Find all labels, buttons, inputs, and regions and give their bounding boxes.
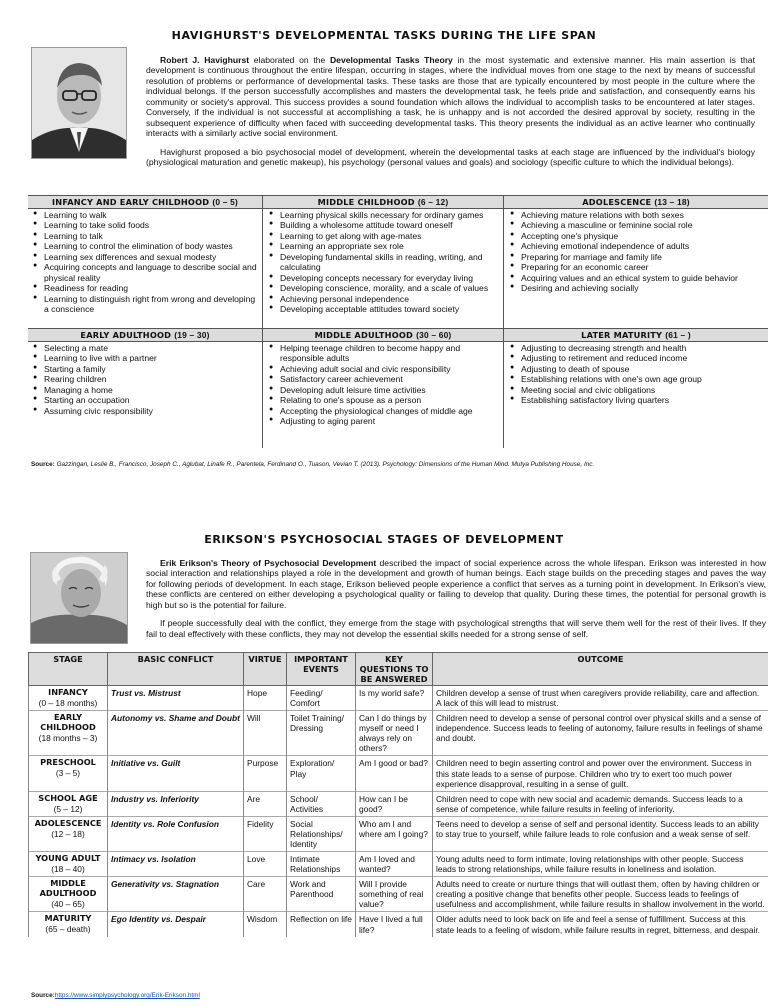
havighurst-portrait bbox=[31, 47, 127, 159]
basic-conflict: Ego Identity vs. Despair bbox=[108, 912, 244, 937]
virtue: Love bbox=[244, 852, 287, 877]
important-events: Exploration/ Play bbox=[287, 756, 356, 791]
table-row bbox=[29, 711, 768, 756]
table-row bbox=[29, 912, 768, 937]
task-item: ● Desiring and achieving socially bbox=[509, 283, 759, 293]
stage-header-later-maturity: LATER MATURITY (61 – ) bbox=[504, 329, 768, 342]
key-question: Am I good or bad? bbox=[356, 756, 433, 791]
table-row bbox=[29, 877, 768, 912]
task-item: ● Learning sex differences and sexual modesty bbox=[32, 252, 258, 262]
outcome: Older adults need to look back on life and feel a sense of fulfillment. Success at this state leads to a feeling of wisdom, while failure results in regret, bitterness, and despair. bbox=[433, 912, 768, 937]
basic-conflict: Autonomy vs. Shame and Doubt bbox=[108, 711, 244, 756]
stage-age: (3 – 5) bbox=[55, 768, 81, 779]
basic-conflict: Identity vs. Role Confusion bbox=[108, 816, 244, 851]
important-events: Toilet Training/ Dressing bbox=[287, 711, 356, 756]
task-item: ● Learning to take solid foods bbox=[32, 220, 258, 230]
virtue: Fidelity bbox=[244, 816, 287, 851]
task-item: ● Achieving a masculine or feminine social role bbox=[509, 220, 759, 230]
table-row bbox=[29, 852, 768, 877]
table-row bbox=[29, 686, 768, 711]
stage-name: EARLY CHILDHOOD bbox=[40, 712, 96, 732]
task-item: ● Acquiring values and an ethical system to guide behavior bbox=[509, 273, 759, 283]
task-item: ● Assuming civic responsibility bbox=[32, 406, 258, 416]
important-events: Intimate Relationships bbox=[287, 852, 356, 877]
task-item: ● Learning to walk bbox=[32, 210, 258, 220]
stage-cell bbox=[29, 791, 108, 816]
important-events: School/ Activities bbox=[287, 791, 356, 816]
task-item: ● Developing fundamental skills in reading, writing, and calculating bbox=[268, 252, 500, 273]
task-item: ● Achieving mature relations with both sexes bbox=[509, 210, 759, 220]
task-item: ● Adjusting to aging parent bbox=[268, 416, 500, 426]
stage-header-infancy: INFANCY AND EARLY CHILDHOOD (0 – 5) bbox=[28, 196, 262, 209]
basic-conflict: Generativity vs. Stagnation bbox=[108, 877, 244, 912]
task-item: ● Meeting social and civic obligations bbox=[509, 385, 759, 395]
task-item: ● Relating to one's spouse as a person bbox=[268, 395, 500, 405]
task-item: ● Adjusting to death of spouse bbox=[509, 364, 759, 374]
virtue: Hope bbox=[244, 686, 287, 711]
theory-name: Developmental Tasks Theory bbox=[329, 55, 453, 65]
stage-name: SCHOOL AGE bbox=[38, 792, 98, 803]
outcome: Children need to develop a sense of personal control over physical skills and a sense of independence. Success leads to feeling of autonomy, failure results in feelings of shame and doubt. bbox=[433, 711, 768, 756]
grid-divider bbox=[262, 196, 263, 448]
tasks-adolescence bbox=[509, 210, 759, 294]
grid-divider bbox=[503, 196, 504, 448]
erikson-intro bbox=[146, 558, 766, 647]
key-question: Can I do things by myself or need I always rely on others? bbox=[356, 711, 433, 756]
stage-name: MIDDLE ADULTHOOD bbox=[39, 878, 97, 899]
task-item: ● Developing concepts necessary for everyday living bbox=[268, 273, 500, 283]
erikson-intro-text: described the impact of social experience across the whole lifespan. Erikson was interested in how social interaction and relationships played a role in the development and growth of human beings. Each stage builds on the preceding stages and paves the way for following periods of development. In each stage, Erikson believed people experience a conflict that serves as a turning point in development. In Erikson's view, these conflicts are centered on either developing a psychological quality or failing to develop that quality. During these times, the potential for personal growth is high but so is the potential for failure. bbox=[146, 558, 766, 610]
task-item: ● Developing conscience, morality, and a scale of values bbox=[268, 283, 500, 293]
stage-age: (18 – 40) bbox=[51, 863, 85, 874]
erikson-portrait bbox=[30, 552, 128, 644]
tasks-middle-adulthood bbox=[268, 343, 500, 427]
task-item: ● Rearing children bbox=[32, 374, 258, 384]
header-key-questions: KEY QUESTIONS TO BE ANSWERED bbox=[356, 653, 433, 686]
task-item: ● Readiness for reading bbox=[32, 283, 258, 293]
stage-age: (12 – 18) bbox=[51, 828, 85, 839]
task-item: ● Helping teenage children to become happy and responsible adults bbox=[268, 343, 500, 364]
task-item: ● Learning to live with a partner bbox=[32, 353, 258, 363]
task-item: ● Establishing satisfactory living quarters bbox=[509, 395, 759, 405]
task-item: ● Starting a family bbox=[32, 364, 258, 374]
table-row bbox=[29, 756, 768, 791]
stage-cell bbox=[29, 756, 108, 791]
havighurst-para-2: Havighurst proposed a bio psychosocial model of development, wherein the developmental tasks at each stage are influenced by the individual's biology (physiological maturation and genetic makeup), his psychology (personal values and goals) and sociology (specific culture to which the individual belongs). bbox=[146, 146, 755, 168]
outcome: Adults need to create or nurture things that will outlast them, often by having children or creating a positive change that benefits other people. Success leads to feelings of usefulness and accomplishment, while failure results in shallow involvement in the world. bbox=[433, 877, 768, 912]
erikson-title: ERIKSON'S PSYCHOSOCIAL STAGES OF DEVELOPMENT bbox=[204, 533, 564, 546]
task-item: ● Achieving emotional independence of adults bbox=[509, 241, 759, 251]
task-item: ● Learning to control the elimination of body wastes bbox=[32, 241, 258, 251]
stage-cell bbox=[29, 852, 108, 877]
task-item: ● Achieving adult social and civic responsibility bbox=[268, 364, 500, 374]
task-item: ● Starting an occupation bbox=[32, 395, 258, 405]
task-item: ● Achieving personal independence bbox=[268, 294, 500, 304]
stage-cell bbox=[29, 877, 108, 912]
task-item: ● Adjusting to decreasing strength and health bbox=[509, 343, 759, 353]
stage-cell bbox=[29, 912, 108, 937]
task-item: ● Acquiring concepts and language to describe social and physical reality bbox=[32, 262, 258, 283]
basic-conflict: Initiative vs. Guilt bbox=[108, 756, 244, 791]
stage-name: MATURITY bbox=[44, 913, 92, 924]
erikson-source-link[interactable]: https://www.simplypsychology.org/Erik-Erikson.html bbox=[54, 992, 200, 999]
stage-cell bbox=[29, 816, 108, 851]
erikson-stages-table bbox=[28, 652, 768, 937]
key-question: Am I loved and wanted? bbox=[356, 852, 433, 877]
stage-age: (18 months – 3) bbox=[38, 732, 98, 743]
havighurst-source: Source: Gazzingan, Leslie B., Francisco, Joseph C., Aglubat, Linafe R., Parentela, Ferdinand O., Tuason, Vevian T. (2013). Psychology: Dimensions of the Human Mind. Mutya Publishing House, Inc. bbox=[31, 461, 595, 468]
basic-conflict: Trust vs. Mistrust bbox=[108, 686, 244, 711]
stage-header-middle-childhood: MIDDLE CHILDHOOD (6 – 12) bbox=[263, 196, 503, 209]
virtue: Will bbox=[244, 711, 287, 756]
task-item: ● Building a wholesome attitude toward oneself bbox=[268, 220, 500, 230]
stage-name: ADOLESCENCE bbox=[34, 817, 102, 828]
header-outcome: OUTCOME bbox=[433, 653, 768, 686]
virtue: Purpose bbox=[244, 756, 287, 791]
stage-name: PRESCHOOL bbox=[40, 757, 96, 768]
tasks-infancy bbox=[32, 210, 258, 315]
tasks-early-adulthood bbox=[32, 343, 258, 416]
stage-age: (40 – 65) bbox=[51, 898, 85, 909]
tasks-middle-childhood bbox=[268, 210, 500, 315]
outcome: Children develop a sense of trust when caregivers provide reliability, care and affection. A lack of this will lead to mistrust. bbox=[433, 686, 768, 711]
havighurst-tasks-grid bbox=[28, 195, 768, 448]
basic-conflict: Intimacy vs. Isolation bbox=[108, 852, 244, 877]
header-important-events: IMPORTANT EVENTS bbox=[287, 653, 356, 686]
task-item: ● Developing adult leisure time activities bbox=[268, 385, 500, 395]
stage-name: YOUNG ADULT bbox=[35, 853, 101, 864]
task-item: ● Learning to distinguish right from wrong and developing a conscience bbox=[32, 294, 258, 315]
outcome: Teens need to develop a sense of self and personal identity. Success leads to an ability to stay true to yourself, while failure leads to role confusion and a weak sense of self. bbox=[433, 816, 768, 851]
important-events: Feeding/ Comfort bbox=[287, 686, 356, 711]
key-question: Who am I and where am I going? bbox=[356, 816, 433, 851]
task-item: ● Learning physical skills necessary for ordinary games bbox=[268, 210, 500, 220]
intro-text-2: in the most systematic and extensive manner. His main assertion is that development is continuous throughout the entire lifespan, occurring in stages, where the individual moves from one stage to the next by means of successful resolution of problems or performance of developmental tasks. These tasks are those that are typically encountered by most people in the culture where the individual belongs. If the person successfully accomplishes and masters the developmental task, he feels pride and satisfaction, and consequently earns his community or society's approval. This success provides a sound foundation which allows the individual to accomplish tasks to be encountered at later stages. Conversely, if the individual is not successful at accomplishing a task, he is unhappy and is not accorded the desired approval by society, resulting in the subsequent experience of difficulty when faced with succeeding developmental tasks. This theory presents the individual as an active learner who continually interacts with a similarly active social environment. bbox=[146, 55, 755, 139]
task-item: ● Developing acceptable attitudes toward society bbox=[268, 304, 500, 314]
table-row bbox=[29, 791, 768, 816]
task-item: ● Selecting a mate bbox=[32, 343, 258, 353]
task-item: ● Learning to get along with age-mates bbox=[268, 231, 500, 241]
erikson-source: Source:https://www.simplypsychology.org/Erik-Erikson.html bbox=[31, 992, 200, 999]
important-events: Work and Parenthood bbox=[287, 877, 356, 912]
virtue: Wisdom bbox=[244, 912, 287, 937]
task-item: ● Learning an appropriate sex role bbox=[268, 241, 500, 251]
task-item: ● Establishing relations with one's own age group bbox=[509, 374, 759, 384]
task-item: ● Satisfactory career achievement bbox=[268, 374, 500, 384]
stage-cell bbox=[29, 711, 108, 756]
header-virtue: VIRTUE bbox=[244, 653, 287, 686]
task-item: ● Managing a home bbox=[32, 385, 258, 395]
task-item: ● Accepting one's physique bbox=[509, 231, 759, 241]
key-question: Is my world safe? bbox=[356, 686, 433, 711]
havighurst-title: HAVIGHURST'S DEVELOPMENTAL TASKS DURING THE LIFE SPAN bbox=[171, 29, 597, 42]
table-row bbox=[29, 816, 768, 851]
tasks-later-maturity bbox=[509, 343, 759, 406]
outcome: Children need to begin asserting control and power over the environment. Success in this state leads to a sense of purpose. Children who try to exert too much power experience disapproval, resulting in a sense of guilt. bbox=[433, 756, 768, 791]
havighurst-name: Robert J. Havighurst bbox=[160, 55, 250, 65]
havighurst-intro bbox=[146, 55, 755, 176]
stage-age: (0 – 18 months) bbox=[38, 697, 98, 708]
key-question: Have I lived a full life? bbox=[356, 912, 433, 937]
virtue: Are bbox=[244, 791, 287, 816]
task-item: ● Preparing for marriage and family life bbox=[509, 252, 759, 262]
intro-text-1: elaborated on the bbox=[249, 55, 330, 65]
task-item: ● Preparing for an economic career bbox=[509, 262, 759, 272]
important-events: Reflection on life bbox=[287, 912, 356, 937]
task-item: ● Adjusting to retirement and reduced income bbox=[509, 353, 759, 363]
header-basic-conflict: BASIC CONFLICT bbox=[108, 653, 244, 686]
outcome: Young adults need to form intimate, loving relationships with other people. Success leads to strong relationships, while failure results in loneliness and isolation. bbox=[433, 852, 768, 877]
erikson-para-2: If people successfully deal with the conflict, they emerge from the stage with psychological strengths that will serve them well for the rest of their lives. If they fail to deal effectively with these conflicts, they may not develop the essential skills needed for a strong sense of self. bbox=[146, 618, 766, 639]
virtue: Care bbox=[244, 877, 287, 912]
stage-age: (5 – 12) bbox=[53, 803, 83, 814]
stage-header-early-adulthood: EARLY ADULTHOOD (19 – 30) bbox=[28, 329, 262, 342]
header-stage: STAGE bbox=[29, 653, 108, 686]
stage-age: (65 – death) bbox=[45, 924, 91, 935]
stage-header-adolescence: ADOLESCENCE (13 – 18) bbox=[504, 196, 768, 209]
stage-cell bbox=[29, 686, 108, 711]
basic-conflict: Industry vs. Inferiority bbox=[108, 791, 244, 816]
task-item: ● Accepting the physiological changes of middle age bbox=[268, 406, 500, 416]
stage-name: INFANCY bbox=[48, 687, 88, 697]
outcome: Children need to cope with new social and academic demands. Success leads to a sense of competence, while failure results in feeling of inferiority. bbox=[433, 791, 768, 816]
stage-header-middle-adulthood: MIDDLE ADULTHOOD (30 – 60) bbox=[263, 329, 503, 342]
erikson-theory-name: Erik Erikson's Theory of Psychosocial Development bbox=[160, 558, 377, 568]
key-question: How can I be good? bbox=[356, 791, 433, 816]
important-events: Social Relationships/ Identity bbox=[287, 816, 356, 851]
key-question: Will I provide something of real value? bbox=[356, 877, 433, 912]
task-item: ● Learning to talk bbox=[32, 231, 258, 241]
